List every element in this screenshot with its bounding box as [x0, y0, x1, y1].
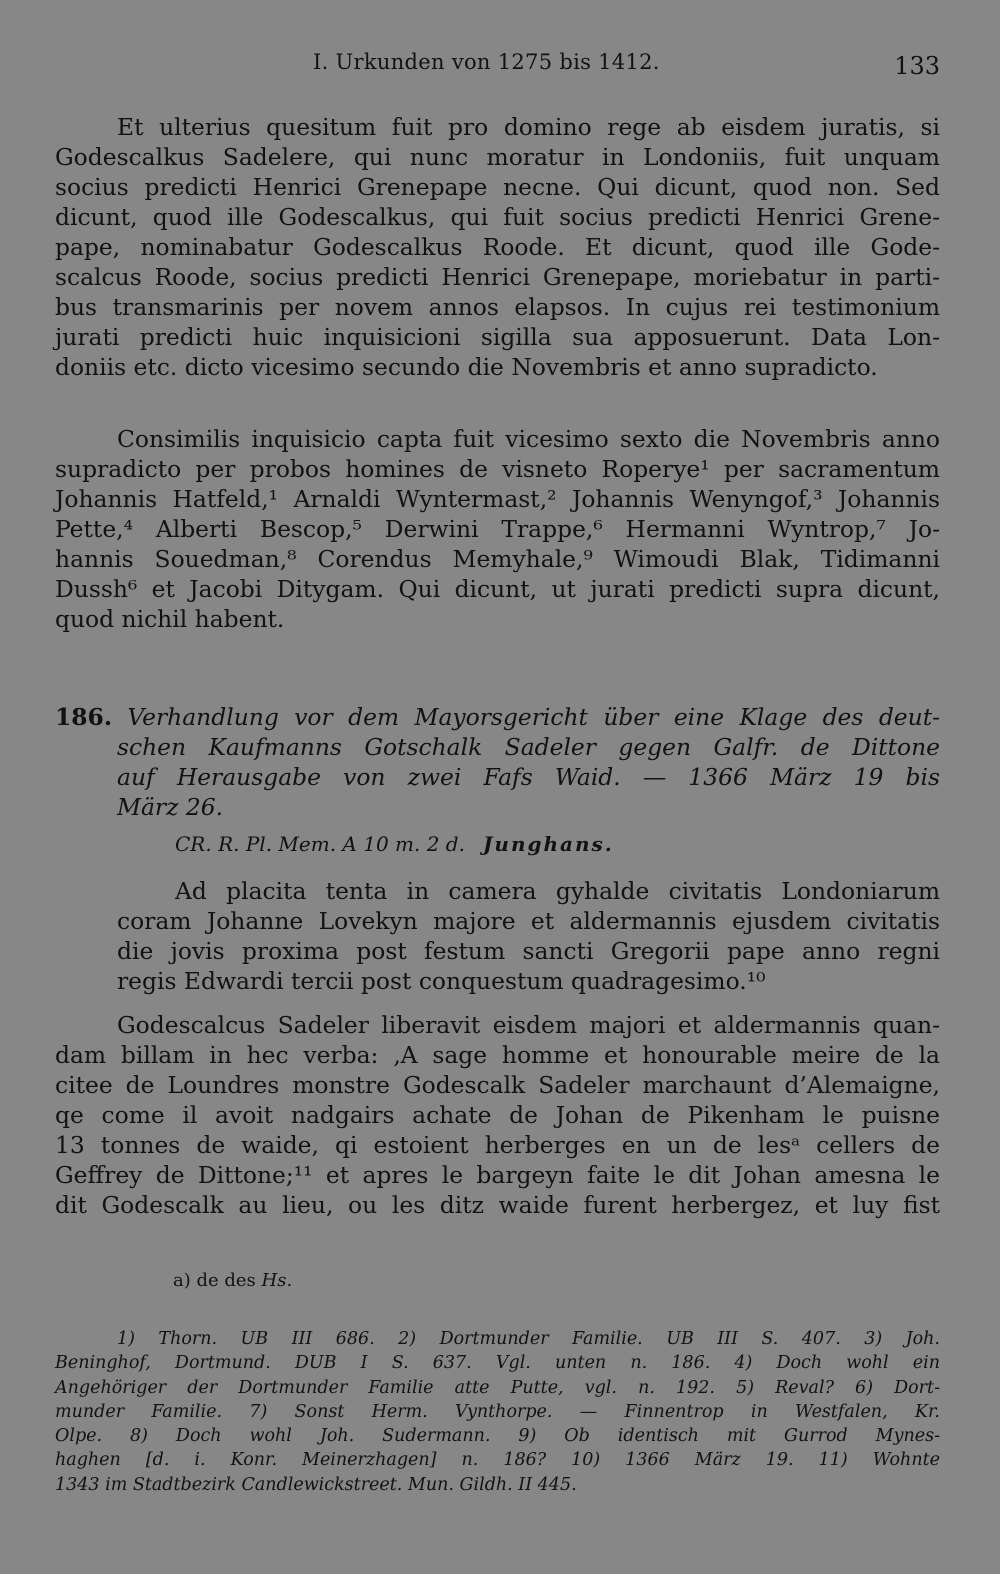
- text-line: hannis Souedman,⁸ Corendus Memyhale,⁹ Wimoudi Blak, Tidimanni: [55, 545, 940, 573]
- text-line: dicunt, quod ille Godescalkus, qui fuit socius predicti Henrici Grene-: [55, 203, 940, 231]
- text-line: citee de Loundres monstre Godescalk Sadeler marchaunt d’Alemaigne,: [55, 1071, 940, 1099]
- text-line: jurati predicti huic inquisicioni sigilla sua apposuerunt. Data Lon-: [55, 323, 940, 351]
- footnote-line: munder Familie. 7) Sonst Herm. Vynthorpe. — Finnentrop in Westfalen, Kr.: [55, 1401, 940, 1422]
- footnote-line: Beninghof, Dortmund. DUB I S. 637. Vgl. unten n. 186. 4) Doch wohl ein: [55, 1353, 940, 1374]
- paragraph-3: [55, 876, 940, 996]
- entry-title-line: Verhandlung vor dem Mayorsgericht über eine Klage des deut-: [127, 703, 940, 731]
- footnote-line: 1) Thorn. UB III 686. 2) Dortmunder Familie. UB III S. 407. 3) Joh.: [117, 1329, 940, 1349]
- text-line: bus transmarinis per novem annos elapsos. In cujus rei testimonium: [55, 293, 940, 321]
- text-line: Dussh⁶ et Jacobi Ditygam. Qui dicunt, ut jurati predicti supra dicunt,: [55, 575, 940, 603]
- text-line: dit Godescalk au lieu, ou les ditz waide furent herbergez, et luy fist: [55, 1191, 940, 1219]
- entry-heading: [55, 702, 940, 822]
- text-line: Pette,⁴ Alberti Bescop,⁵ Derwini Trappe,⁶ Hermanni Wyntrop,⁷ Jo-: [55, 515, 940, 543]
- text-line: qe come il avoit nadgairs achate de Johan de Pikenham le puisne: [55, 1101, 940, 1129]
- paragraph-2: [55, 424, 940, 634]
- page-header: [55, 48, 940, 84]
- text-line: regis Edwardi tercii post conquestum quadragesimo.¹⁰: [117, 967, 766, 995]
- entry-number: 186.: [55, 703, 112, 731]
- text-line: Geffrey de Dittone;¹¹ et apres le bargeyn faite le dit Johan amesna le: [55, 1161, 940, 1189]
- footnote-line: Olpe. 8) Doch wohl Joh. Sudermann. 9) Ob identisch mit Gurrod Mynes-: [55, 1426, 940, 1447]
- text-line: die jovis proxima post festum sancti Gregorii pape anno regni: [117, 937, 940, 965]
- text-line: Godescalcus Sadeler liberavit eisdem majori et aldermannis quan-: [117, 1011, 940, 1039]
- text-line: dam billam in hec verba: ‚A sage homme et honourable meire de la: [55, 1041, 940, 1069]
- page-number: 133: [894, 52, 940, 80]
- source-citation: CR. R. Pl. Mem. A 10 m. 2 d.: [175, 832, 465, 856]
- running-head: I. Urkunden von 1275 bis 1412.: [313, 50, 660, 74]
- variant-note: [173, 1270, 292, 1291]
- text-line: doniis etc. dicto vicesimo secundo die Novembris et anno supradicto.: [55, 353, 878, 381]
- entry-title-line: schen Kaufmanns Gotschalk Sadeler gegen Galfr. de Dittone: [117, 733, 940, 761]
- text-line: 13 tonnes de waide, qi estoient herberges en un de lesᵃ cellers de: [55, 1131, 940, 1159]
- text-line: Consimilis inquisicio capta fuit vicesimo sexto die Novembris anno: [117, 425, 940, 453]
- footnote-line: Angehöriger der Dortmunder Familie atte Putte, vgl. n. 192. 5) Reval? 6) Dort-: [55, 1377, 940, 1398]
- entry-title-line: März 26.: [117, 793, 224, 821]
- footnote-line: 1343 im Stadtbezirk Candlewickstreet. Mun. Gildh. II 445.: [55, 1474, 577, 1495]
- entry-title-line: auf Herausgabe von zwei Fafs Waid. — 1366 März 19 bis: [117, 763, 940, 791]
- text-line: socius predicti Henrici Grenepape necne. Qui dicunt, quod non. Sed: [55, 173, 940, 201]
- paragraph-1: [55, 112, 940, 382]
- text-line: Ad placita tenta in camera gyhalde civitatis Londoniarum: [175, 877, 940, 905]
- text-line: scalcus Roode, socius predicti Henrici Grenepape, moriebatur in parti-: [55, 263, 940, 291]
- source-reference: [175, 832, 614, 856]
- source-editor: Junghans.: [482, 832, 614, 856]
- variant-source: Hs.: [261, 1270, 293, 1291]
- footnote-line: haghen [d. i. Konr. Meinerzhagen] n. 186? 10) 1366 März 19. 11) Wohnte: [55, 1450, 940, 1471]
- paragraph-4: [55, 1010, 940, 1220]
- variant-label: a) de des: [173, 1270, 256, 1291]
- text-line: Johannis Hatfeld,¹ Arnaldi Wyntermast,² Johannis Wenyngof,³ Johannis: [55, 485, 940, 513]
- text-line: quod nichil habent.: [55, 605, 285, 633]
- text-line: Godescalkus Sadelere, qui nunc moratur in Londoniis, fuit unquam: [55, 143, 940, 171]
- footnotes: [55, 1327, 940, 1497]
- text-line: pape, nominabatur Godescalkus Roode. Et dicunt, quod ille Gode-: [55, 233, 940, 261]
- text-line: coram Johanne Lovekyn majore et aldermannis ejusdem civitatis: [117, 907, 940, 935]
- text-line: supradicto per probos homines de visneto Roperye¹ per sacramentum: [55, 455, 940, 483]
- text-line: Et ulterius quesitum fuit pro domino rege ab eisdem juratis, si: [117, 113, 940, 141]
